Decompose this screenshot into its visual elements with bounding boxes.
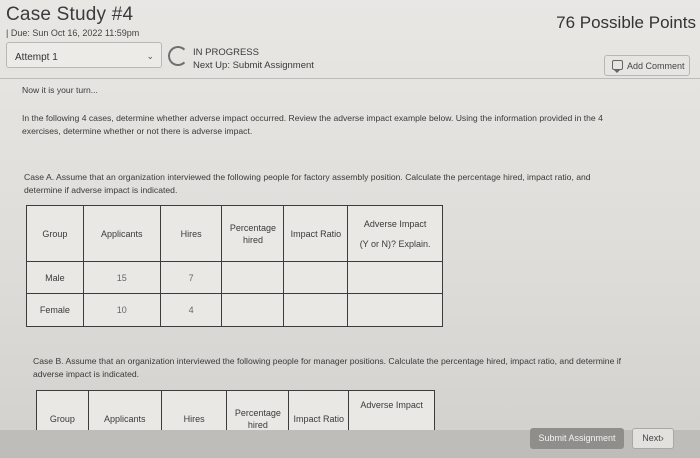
- due-date: | Due: Sun Oct 16, 2022 11:59pm: [6, 28, 140, 38]
- case-a-text-line-1: Case A. Assume that an organization interviewed the following people for factory assembly position. Calculate the percentage hired, impact ratio, and: [24, 172, 591, 182]
- row-male-hires: 7: [160, 262, 222, 294]
- row-male-applicants: 15: [83, 262, 160, 294]
- instructions-line-1: In the following 4 cases, determine whether adverse impact occurred. Review the adverse impact example below. Using the information provided in the 4: [22, 113, 603, 123]
- attempt-select[interactable]: [6, 42, 162, 68]
- submit-assignment-button[interactable]: Submit Assignment: [530, 428, 624, 449]
- attempt-select-value: Attempt 1: [15, 52, 58, 63]
- header-applicants: Applicants: [83, 206, 160, 262]
- case-b-text-line-1: Case B. Assume that an organization interviewed the following people for manager positions. Calculate the percentage hired, impact ratio, and determine if: [33, 356, 622, 366]
- header-applicants: Applicants: [88, 391, 161, 447]
- possible-points: 76 Possible Points: [556, 13, 696, 32]
- row-female-applicants: 10: [83, 294, 160, 327]
- page-title: Case Study #4: [6, 4, 134, 25]
- row-male-adverse-impact-cell[interactable]: [348, 262, 443, 294]
- intro-text: Now it is your turn...: [22, 85, 98, 95]
- row-female-percentage-cell[interactable]: [222, 294, 284, 327]
- row-female-impact-ratio-cell[interactable]: [284, 294, 348, 327]
- status-label: IN PROGRESS: [193, 47, 259, 58]
- progress-circle-icon: [168, 46, 188, 66]
- row-male-percentage-cell[interactable]: [222, 262, 284, 294]
- header-percentage-hired: Percentage hired: [222, 206, 284, 262]
- header-hires: Hires: [160, 206, 222, 262]
- row-male-impact-ratio-cell[interactable]: [284, 262, 348, 294]
- header-group: Group: [37, 391, 89, 447]
- row-female-group: Female: [27, 294, 84, 327]
- header-adverse-impact: Adverse Impact: [349, 391, 435, 447]
- case-b-text-line-2: adverse impact is indicated.: [33, 369, 140, 379]
- status-next-up: Next Up: Submit Assignment: [193, 60, 314, 71]
- next-label: Next: [642, 433, 661, 443]
- row-male-group: Male: [27, 262, 84, 294]
- table-row: [27, 262, 443, 294]
- row-female-adverse-impact-cell[interactable]: [348, 294, 443, 327]
- table-header-row: [27, 206, 443, 262]
- chevron-down-icon: ⌄: [146, 51, 154, 61]
- instructions-line-2: exercises, determine whether or not there is adverse impact.: [22, 126, 253, 136]
- table-row: [27, 294, 443, 327]
- case-a-table: [26, 205, 443, 327]
- header-group: Group: [27, 206, 84, 262]
- header-divider: [0, 78, 700, 79]
- header-percentage-hired: Percentage hired: [227, 391, 289, 447]
- chevron-right-icon: ›: [660, 433, 664, 443]
- header-impact-ratio: Impact Ratio: [289, 391, 349, 447]
- header-hires: Hires: [161, 391, 227, 447]
- header-adverse-impact: Adverse Impact (Y or N)? Explain.: [348, 206, 443, 262]
- next-button[interactable]: [632, 428, 674, 449]
- case-a-text-line-2: determine if adverse impact is indicated.: [24, 185, 178, 195]
- add-comment-button[interactable]: [604, 55, 690, 76]
- row-female-hires: 4: [160, 294, 222, 327]
- comment-icon: [612, 60, 623, 70]
- add-comment-label: Add Comment: [627, 61, 685, 71]
- header-impact-ratio: Impact Ratio: [284, 206, 348, 262]
